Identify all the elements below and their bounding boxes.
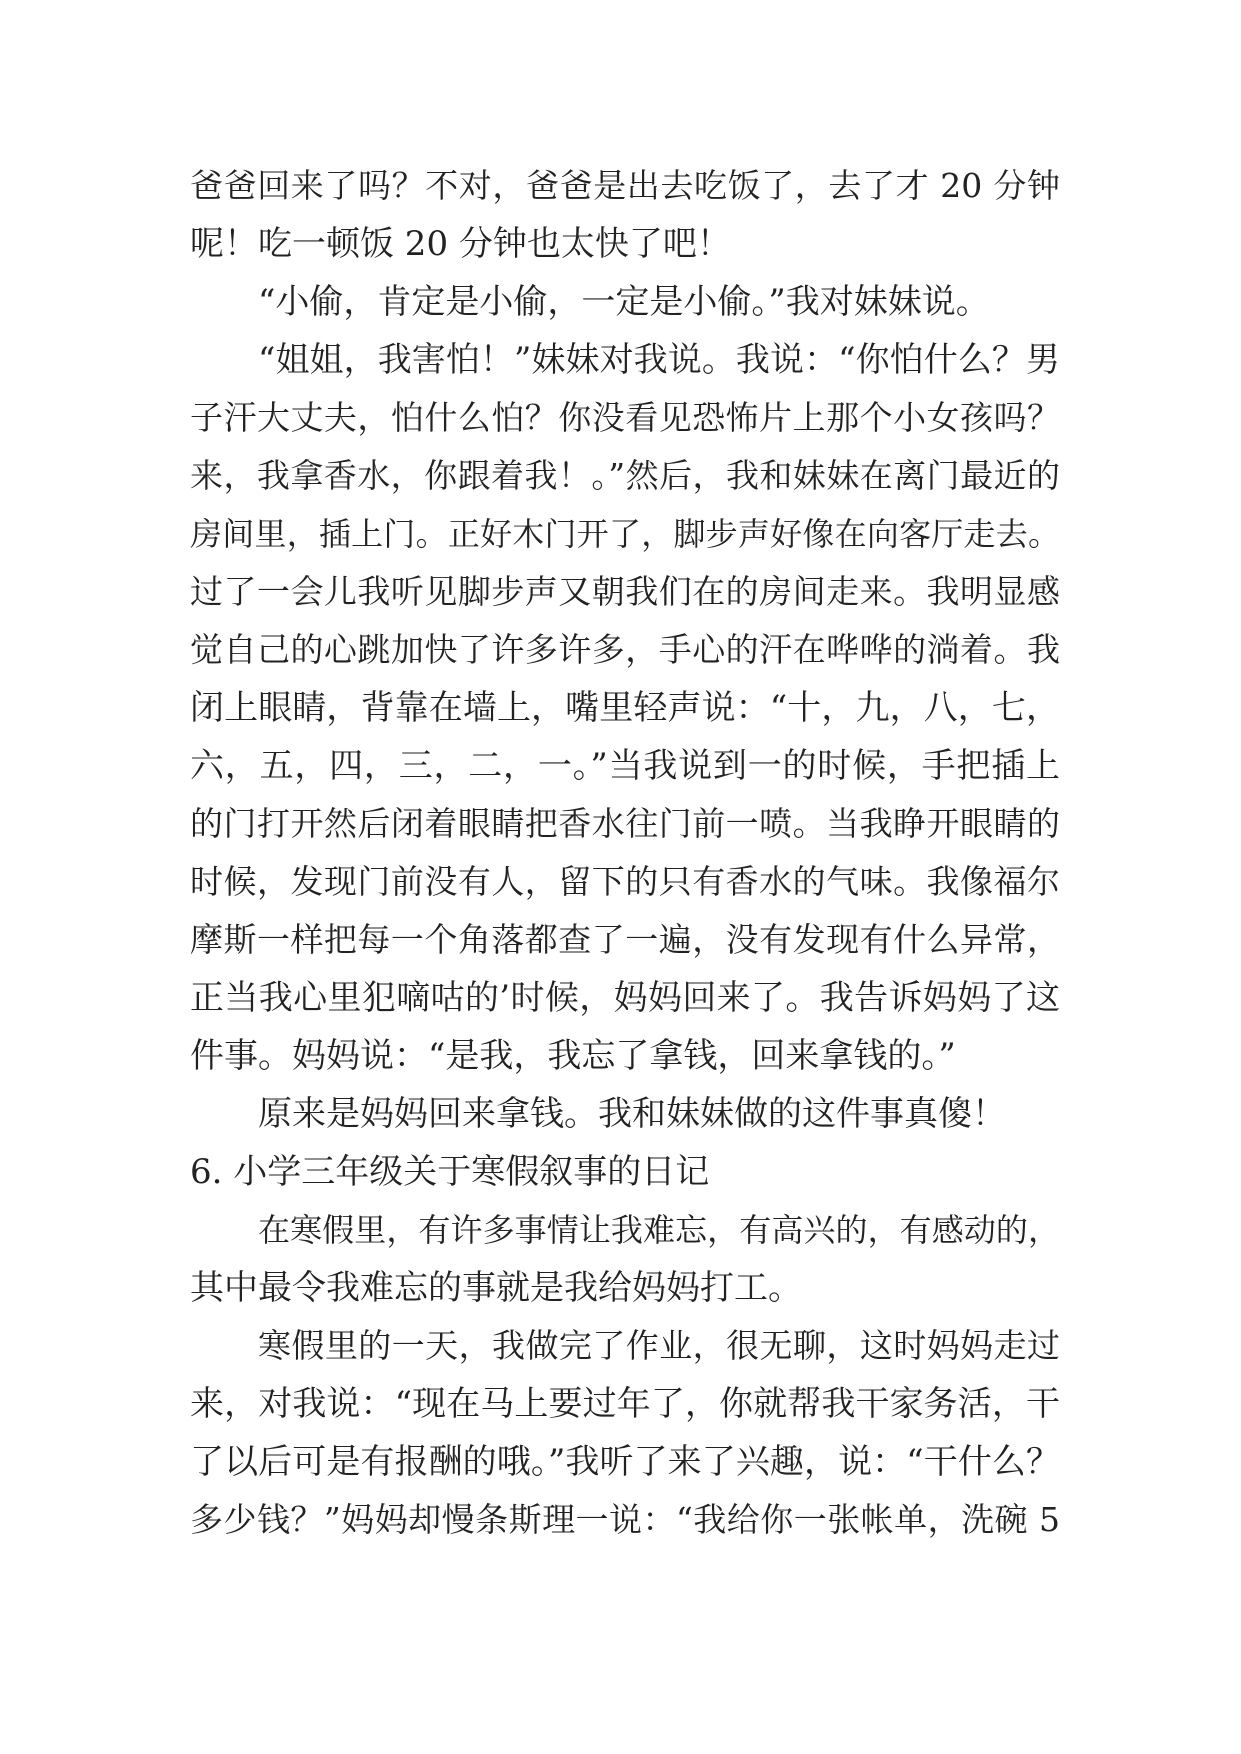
text-line: 的门打开然后闭着眼睛把香水往门前一喷。当我睁开眼睛的 <box>190 804 1060 843</box>
text-line: 其中最令我难忘的事就是我给妈妈打工。 <box>190 1268 802 1308</box>
text-line: 来，我拿香水，你跟着我！。”然后，我和妹妹在离门最近的 <box>190 456 1060 495</box>
text-line: 呢！吃一顿饭 20 分钟也太快了吧！ <box>190 224 731 264</box>
text-line: 过了一会儿我听见脚步声又朝我们在的房间走来。我明显感 <box>190 572 1060 611</box>
text-line: 在寒假里，有许多事情让我难忘，有高兴的，有感动的， <box>258 1211 1060 1249</box>
text-line: 寒假里的一天，我做完了作业，很无聊，这时妈妈走过 <box>258 1326 1060 1365</box>
text-line: “姐姐，我害怕！”妹妹对我说。我说：“你怕什么？男 <box>258 340 1060 380</box>
text-line: 原来是妈妈回来拿钱。我和妹妹做的这件事真傻！ <box>258 1094 1006 1134</box>
text-line: 正当我心里犯嘀咕的’时候，妈妈回来了。我告诉妈妈了这 <box>190 978 1060 1018</box>
text-line: 六，五，四，三，二，一。”当我说到一的时候，手把插上 <box>190 746 1060 786</box>
text-line: 爸爸回来了吗？不对，爸爸是出去吃饭了，去了才 20 分钟 <box>190 166 1060 205</box>
text-line: 了以后可是有报酬的哦。”我听了来了兴趣，说：“干什么？ <box>190 1442 1060 1482</box>
text-line: 摩斯一样把每一个角落都查了一遍，没有发现有什么异常， <box>190 920 1060 959</box>
section-heading: 6. 小学三年级关于寒假叙事的日记 <box>190 1152 710 1192</box>
text-line: “小偷，肯定是小偷，一定是小偷。”我对妹妹说。 <box>258 282 990 322</box>
text-line: 件事。妈妈说：“是我，我忘了拿钱，回来拿钱的。” <box>190 1036 956 1076</box>
text-line: 来，对我说：“现在马上要过年了，你就帮我干家务活，干 <box>190 1384 1060 1424</box>
text-line: 子汗大丈夫，怕什么怕？你没看见恐怖片上那个小女孩吗？ <box>190 398 1060 437</box>
text-line: 时候，发现门前没有人，留下的只有香水的气味。我像福尔 <box>190 862 1060 901</box>
text-line: 多少钱？”妈妈却慢条斯理一说：“我给你一张帐单，洗碗 5 <box>190 1500 1060 1539</box>
text-line: 闭上眼睛，背靠在墙上，嘴里轻声说：“十，九，八，七， <box>190 688 1060 728</box>
text-line: 房间里，插上门。正好木门开了，脚步声好像在向客厅走去。 <box>190 515 1060 553</box>
text-line: 觉自己的心跳加快了许多许多，手心的汗在哗哗的淌着。我 <box>190 630 1060 669</box>
